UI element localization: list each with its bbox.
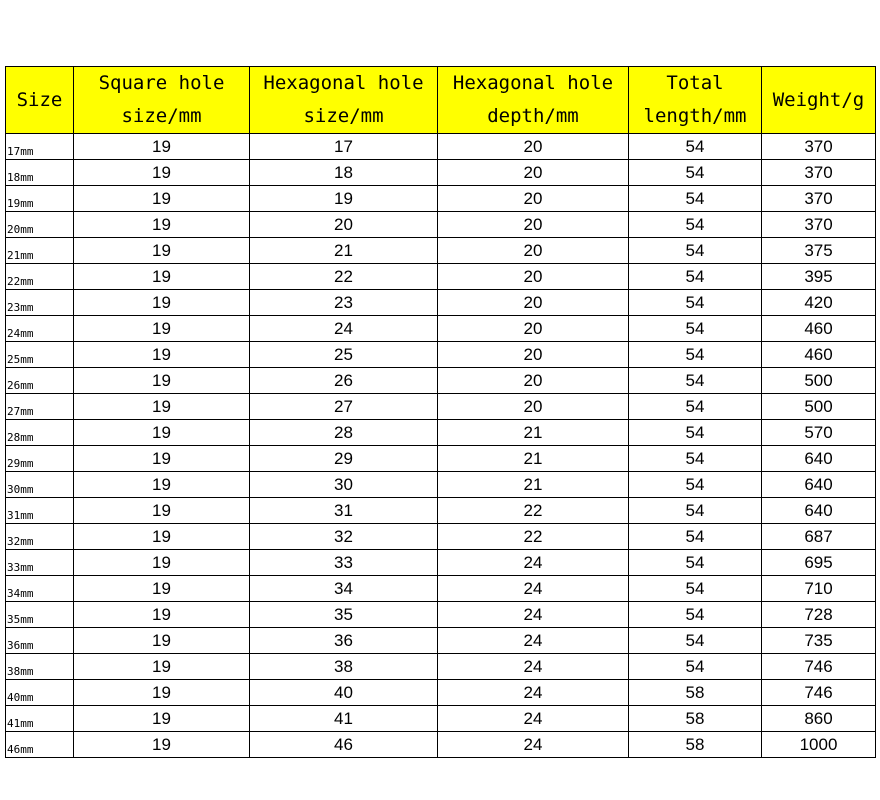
table-row	[6, 368, 876, 394]
cell-total-length: 54	[629, 524, 762, 550]
cell-hexagonal-hole-depth: 20	[438, 368, 629, 394]
cell-total-length: 54	[629, 368, 762, 394]
cell-hexagonal-hole-size: 36	[250, 628, 438, 654]
cell-size: 38mm	[6, 654, 74, 680]
cell-weight: 420	[762, 290, 876, 316]
cell-hexagonal-hole-size: 35	[250, 602, 438, 628]
cell-size: 21mm	[6, 238, 74, 264]
cell-square-hole-size: 19	[74, 186, 250, 212]
cell-hexagonal-hole-size: 46	[250, 732, 438, 758]
cell-hexagonal-hole-size: 33	[250, 550, 438, 576]
table-row	[6, 472, 876, 498]
table-row	[6, 550, 876, 576]
cell-hexagonal-hole-size: 31	[250, 498, 438, 524]
cell-total-length: 54	[629, 160, 762, 186]
cell-hexagonal-hole-depth: 20	[438, 316, 629, 342]
table-row	[6, 576, 876, 602]
cell-size: 23mm	[6, 290, 74, 316]
table-row	[6, 342, 876, 368]
cell-hexagonal-hole-depth: 20	[438, 264, 629, 290]
cell-total-length: 54	[629, 290, 762, 316]
cell-total-length: 54	[629, 134, 762, 160]
cell-square-hole-size: 19	[74, 472, 250, 498]
cell-size: 24mm	[6, 316, 74, 342]
cell-weight: 860	[762, 706, 876, 732]
cell-weight: 570	[762, 420, 876, 446]
table-row	[6, 680, 876, 706]
cell-total-length: 54	[629, 654, 762, 680]
cell-total-length: 54	[629, 446, 762, 472]
table-row	[6, 134, 876, 160]
cell-weight: 395	[762, 264, 876, 290]
cell-total-length: 54	[629, 394, 762, 420]
cell-size: 28mm	[6, 420, 74, 446]
header-size-text: Size	[16, 88, 63, 111]
cell-weight: 375	[762, 238, 876, 264]
cell-total-length: 54	[629, 420, 762, 446]
cell-size: 41mm	[6, 706, 74, 732]
cell-hexagonal-hole-depth: 22	[438, 498, 629, 524]
cell-square-hole-size: 19	[74, 680, 250, 706]
cell-hexagonal-hole-size: 24	[250, 316, 438, 342]
cell-total-length: 54	[629, 238, 762, 264]
cell-total-length: 58	[629, 706, 762, 732]
cell-size: 46mm	[6, 732, 74, 758]
table-row	[6, 446, 876, 472]
cell-hexagonal-hole-size: 26	[250, 368, 438, 394]
table-row	[6, 654, 876, 680]
cell-total-length: 58	[629, 680, 762, 706]
cell-size: 33mm	[6, 550, 74, 576]
cell-weight: 746	[762, 654, 876, 680]
cell-size: 27mm	[6, 394, 74, 420]
table-row	[6, 420, 876, 446]
cell-hexagonal-hole-size: 23	[250, 290, 438, 316]
cell-total-length: 54	[629, 498, 762, 524]
header-square-hole-size	[74, 67, 250, 134]
table-row	[6, 212, 876, 238]
cell-total-length: 54	[629, 602, 762, 628]
cell-size: 31mm	[6, 498, 74, 524]
cell-size: 35mm	[6, 602, 74, 628]
header-hexagonal-hole-size-line-1: Hexagonal hole	[263, 72, 424, 94]
cell-square-hole-size: 19	[74, 706, 250, 732]
cell-weight: 735	[762, 628, 876, 654]
cell-hexagonal-hole-depth: 21	[438, 472, 629, 498]
cell-hexagonal-hole-depth: 24	[438, 550, 629, 576]
header-weight-text: Weight/g	[772, 88, 865, 111]
header-total-length	[629, 67, 762, 134]
cell-square-hole-size: 19	[74, 446, 250, 472]
cell-hexagonal-hole-size: 20	[250, 212, 438, 238]
cell-hexagonal-hole-depth: 20	[438, 290, 629, 316]
cell-weight: 746	[762, 680, 876, 706]
header-square-hole-size-line-1: Square hole	[98, 72, 225, 94]
table-row	[6, 316, 876, 342]
header-row	[6, 67, 876, 134]
cell-size: 20mm	[6, 212, 74, 238]
table-row	[6, 602, 876, 628]
header-hexagonal-hole-depth	[438, 67, 629, 134]
spec-table	[5, 66, 876, 758]
cell-size: 34mm	[6, 576, 74, 602]
cell-hexagonal-hole-depth: 24	[438, 680, 629, 706]
cell-hexagonal-hole-size: 30	[250, 472, 438, 498]
cell-weight: 687	[762, 524, 876, 550]
header-hexagonal-hole-depth-line-1: Hexagonal hole	[452, 72, 614, 94]
cell-hexagonal-hole-size: 28	[250, 420, 438, 446]
header-size	[6, 67, 74, 134]
cell-total-length: 54	[629, 342, 762, 368]
table-row	[6, 186, 876, 212]
cell-hexagonal-hole-size: 25	[250, 342, 438, 368]
cell-square-hole-size: 19	[74, 524, 250, 550]
cell-hexagonal-hole-depth: 21	[438, 446, 629, 472]
cell-square-hole-size: 19	[74, 498, 250, 524]
cell-total-length: 54	[629, 550, 762, 576]
cell-hexagonal-hole-depth: 20	[438, 342, 629, 368]
cell-square-hole-size: 19	[74, 134, 250, 160]
cell-square-hole-size: 19	[74, 238, 250, 264]
cell-total-length: 54	[629, 472, 762, 498]
cell-square-hole-size: 19	[74, 212, 250, 238]
cell-weight: 500	[762, 368, 876, 394]
cell-weight: 695	[762, 550, 876, 576]
cell-square-hole-size: 19	[74, 628, 250, 654]
cell-square-hole-size: 19	[74, 394, 250, 420]
cell-square-hole-size: 19	[74, 602, 250, 628]
cell-size: 25mm	[6, 342, 74, 368]
cell-total-length: 54	[629, 212, 762, 238]
header-total-length-line-1: Total	[666, 72, 724, 94]
cell-weight: 640	[762, 446, 876, 472]
cell-weight: 460	[762, 342, 876, 368]
cell-weight: 500	[762, 394, 876, 420]
cell-total-length: 54	[629, 576, 762, 602]
header-square-hole-size-line-2: size/mm	[121, 105, 202, 127]
cell-hexagonal-hole-depth: 20	[438, 212, 629, 238]
table-row	[6, 394, 876, 420]
cell-hexagonal-hole-depth: 24	[438, 732, 629, 758]
table-row	[6, 706, 876, 732]
table-row	[6, 628, 876, 654]
cell-hexagonal-hole-depth: 24	[438, 576, 629, 602]
cell-hexagonal-hole-depth: 22	[438, 524, 629, 550]
cell-total-length: 58	[629, 732, 762, 758]
cell-square-hole-size: 19	[74, 654, 250, 680]
cell-hexagonal-hole-depth: 20	[438, 238, 629, 264]
table-row	[6, 290, 876, 316]
cell-weight: 370	[762, 134, 876, 160]
cell-size: 29mm	[6, 446, 74, 472]
cell-size: 19mm	[6, 186, 74, 212]
header-hexagonal-hole-size-line-2: size/mm	[303, 105, 384, 127]
cell-weight: 460	[762, 316, 876, 342]
cell-hexagonal-hole-depth: 24	[438, 628, 629, 654]
cell-weight: 370	[762, 160, 876, 186]
cell-hexagonal-hole-size: 21	[250, 238, 438, 264]
table-row	[6, 498, 876, 524]
table-row	[6, 732, 876, 758]
cell-square-hole-size: 19	[74, 576, 250, 602]
cell-weight: 370	[762, 186, 876, 212]
table-row	[6, 238, 876, 264]
cell-size: 22mm	[6, 264, 74, 290]
cell-square-hole-size: 19	[74, 420, 250, 446]
cell-weight: 1000	[762, 732, 876, 758]
cell-square-hole-size: 19	[74, 160, 250, 186]
table-row	[6, 264, 876, 290]
cell-hexagonal-hole-size: 17	[250, 134, 438, 160]
cell-hexagonal-hole-depth: 24	[438, 654, 629, 680]
cell-hexagonal-hole-depth: 21	[438, 420, 629, 446]
cell-hexagonal-hole-size: 29	[250, 446, 438, 472]
cell-hexagonal-hole-size: 22	[250, 264, 438, 290]
cell-hexagonal-hole-depth: 24	[438, 602, 629, 628]
cell-hexagonal-hole-depth: 20	[438, 134, 629, 160]
cell-size: 26mm	[6, 368, 74, 394]
cell-total-length: 54	[629, 264, 762, 290]
cell-square-hole-size: 19	[74, 732, 250, 758]
header-hexagonal-hole-size	[250, 67, 438, 134]
cell-hexagonal-hole-depth: 20	[438, 394, 629, 420]
cell-weight: 370	[762, 212, 876, 238]
cell-hexagonal-hole-size: 38	[250, 654, 438, 680]
cell-square-hole-size: 19	[74, 550, 250, 576]
cell-hexagonal-hole-size: 40	[250, 680, 438, 706]
cell-size: 30mm	[6, 472, 74, 498]
cell-hexagonal-hole-depth: 20	[438, 186, 629, 212]
cell-total-length: 54	[629, 186, 762, 212]
cell-weight: 728	[762, 602, 876, 628]
cell-hexagonal-hole-depth: 24	[438, 706, 629, 732]
cell-hexagonal-hole-size: 27	[250, 394, 438, 420]
cell-total-length: 54	[629, 316, 762, 342]
cell-square-hole-size: 19	[74, 316, 250, 342]
cell-size: 17mm	[6, 134, 74, 160]
header-total-length-line-2: length/mm	[643, 105, 747, 127]
header-hexagonal-hole-depth-line-2: depth/mm	[487, 105, 579, 127]
cell-square-hole-size: 19	[74, 342, 250, 368]
cell-hexagonal-hole-size: 18	[250, 160, 438, 186]
cell-hexagonal-hole-size: 19	[250, 186, 438, 212]
cell-square-hole-size: 19	[74, 368, 250, 394]
cell-hexagonal-hole-size: 41	[250, 706, 438, 732]
cell-weight: 640	[762, 498, 876, 524]
cell-square-hole-size: 19	[74, 264, 250, 290]
cell-weight: 640	[762, 472, 876, 498]
cell-square-hole-size: 19	[74, 290, 250, 316]
table-body	[6, 134, 876, 758]
cell-hexagonal-hole-depth: 20	[438, 160, 629, 186]
cell-total-length: 54	[629, 628, 762, 654]
cell-hexagonal-hole-size: 34	[250, 576, 438, 602]
cell-size: 32mm	[6, 524, 74, 550]
cell-size: 40mm	[6, 680, 74, 706]
table-row	[6, 524, 876, 550]
table-row	[6, 160, 876, 186]
cell-weight: 710	[762, 576, 876, 602]
header-weight	[762, 67, 876, 134]
cell-size: 36mm	[6, 628, 74, 654]
cell-hexagonal-hole-size: 32	[250, 524, 438, 550]
cell-size: 18mm	[6, 160, 74, 186]
